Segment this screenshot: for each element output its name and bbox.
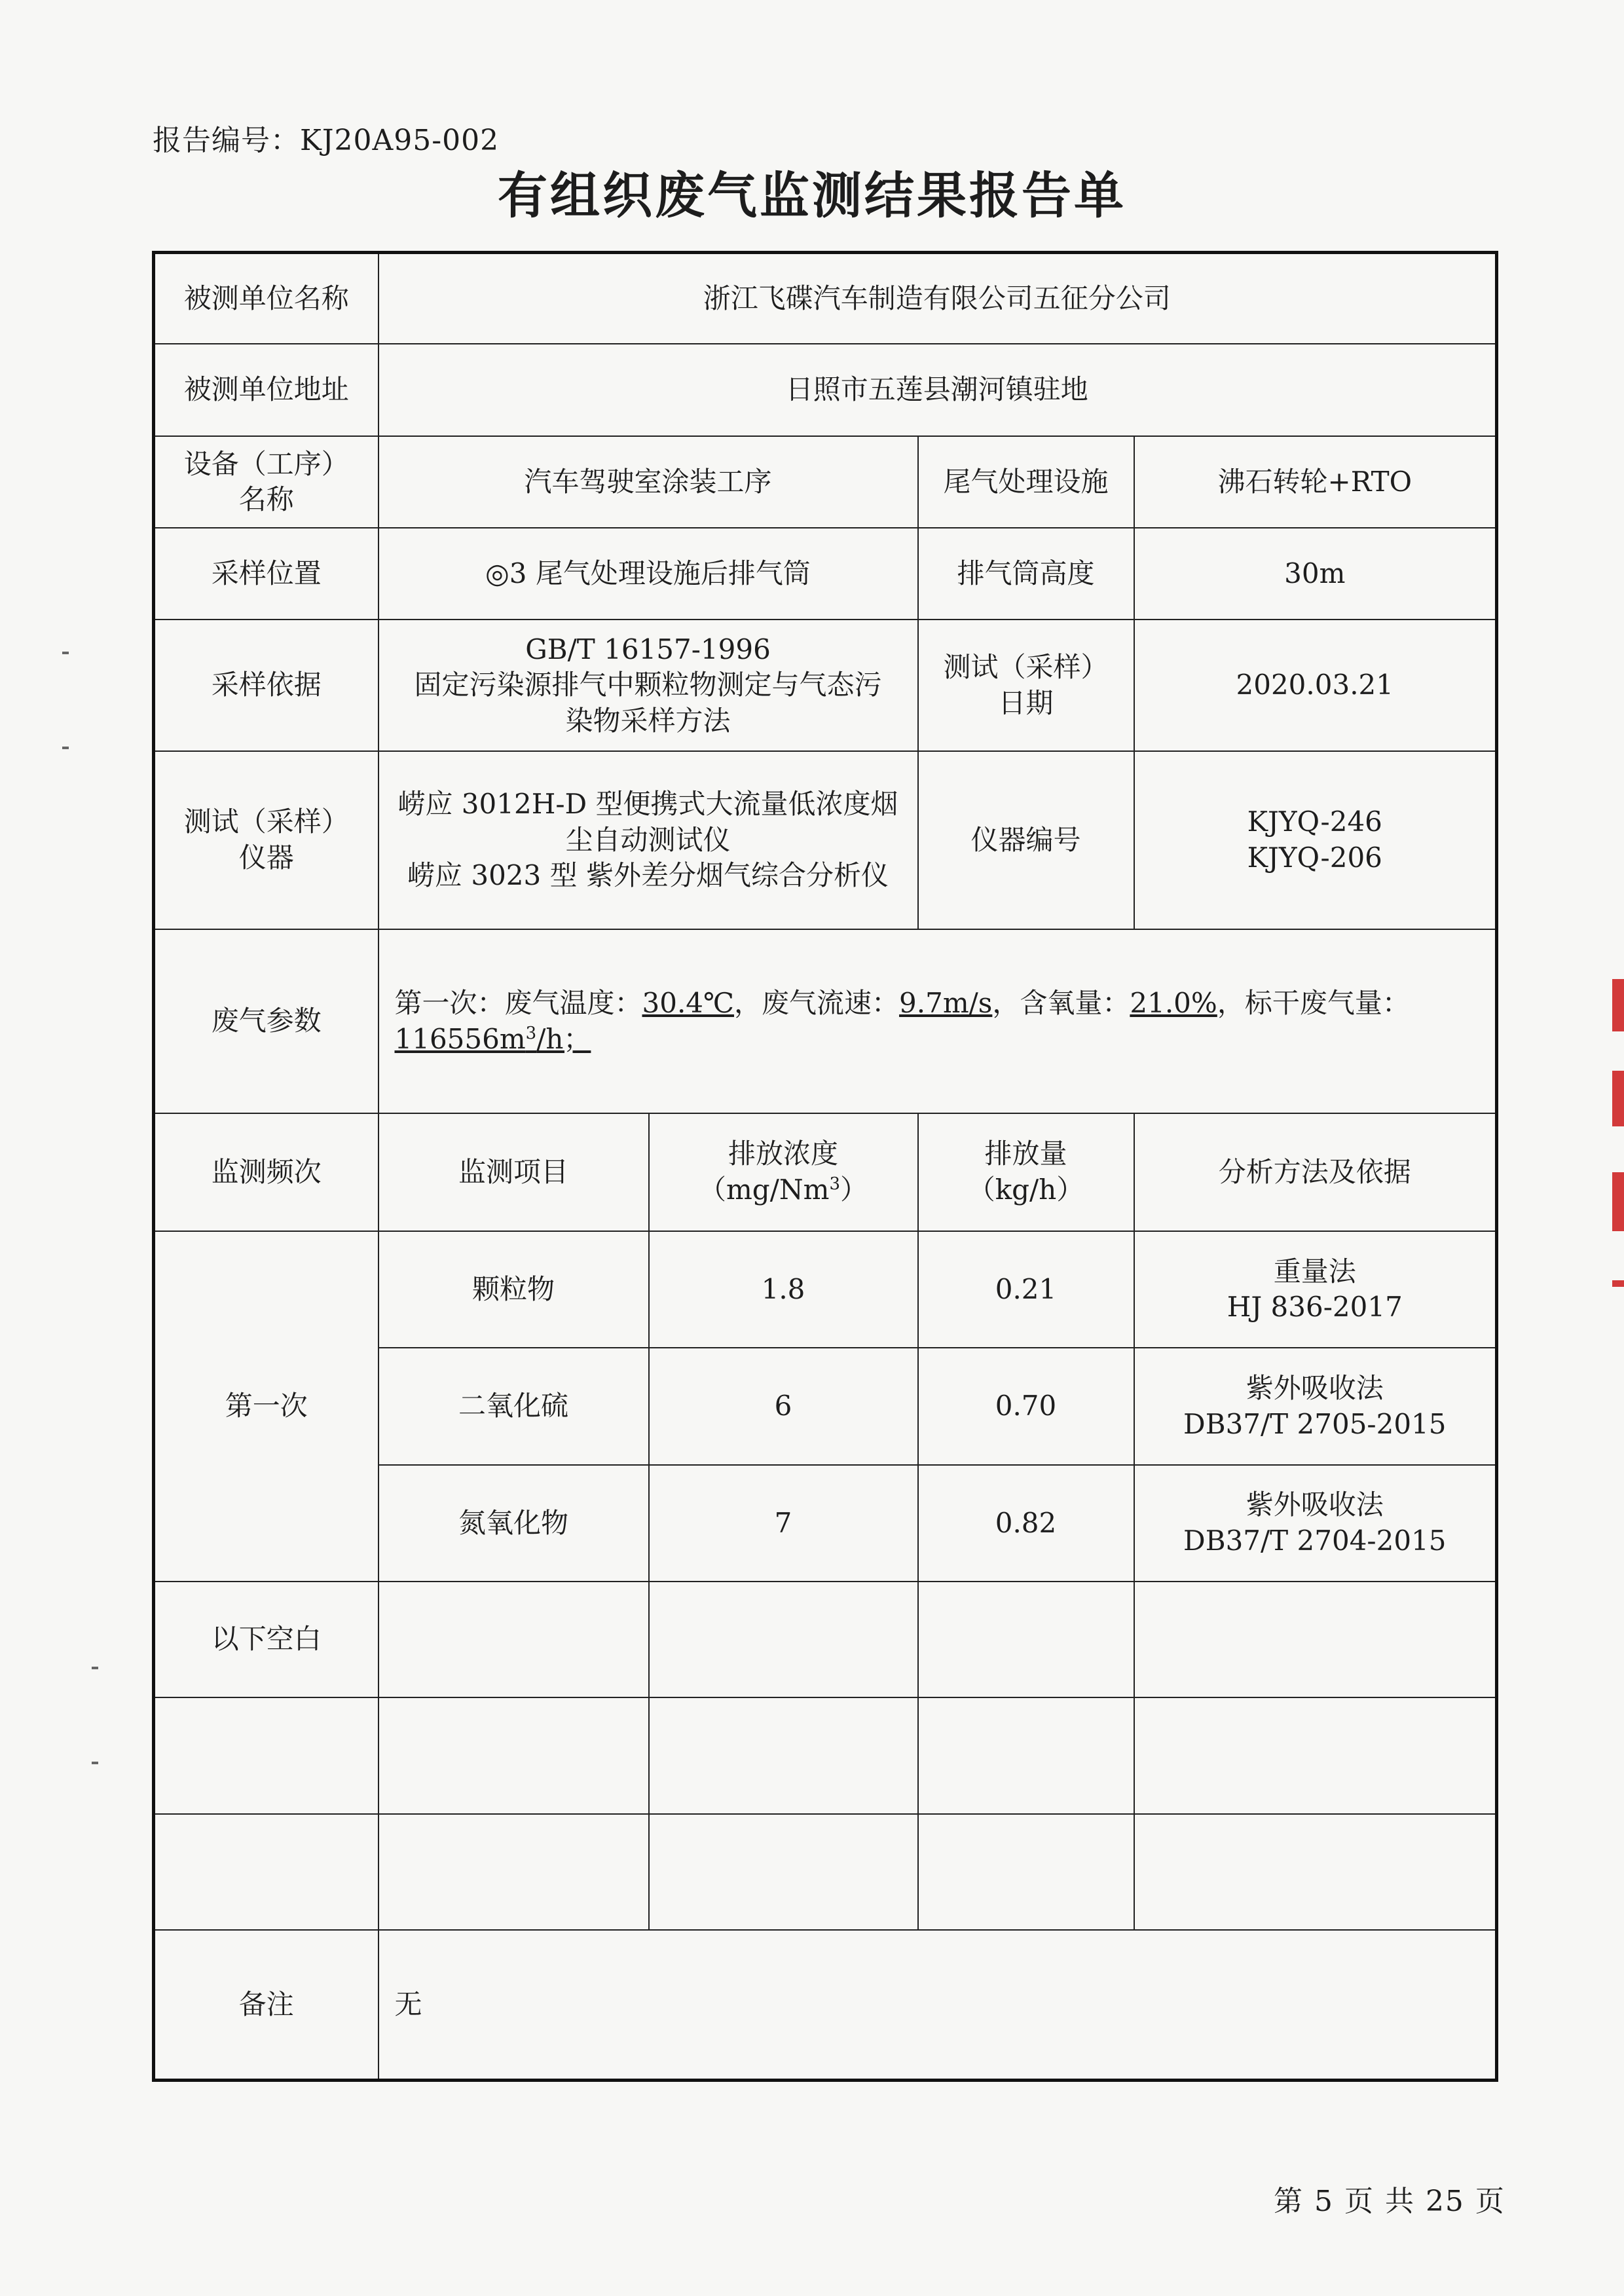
params-flow-sup: 3 (525, 1023, 537, 1043)
remarks-label: 备注 (154, 1930, 378, 2081)
params-row (154, 929, 1497, 1113)
result-item: 颗粒物 (378, 1231, 649, 1348)
col-emission (918, 1113, 1134, 1231)
blank-cell (378, 1697, 649, 1813)
blank-label: 以下空白 (154, 1582, 378, 1697)
result-method (1134, 1465, 1497, 1582)
sampling-position-label: 采样位置 (154, 528, 378, 620)
result-concentration: 7 (649, 1465, 918, 1582)
instrument-label (154, 751, 378, 929)
test-date-label-line-1: 测试（采样） (943, 651, 1109, 684)
seal-edge-mark (1612, 1172, 1624, 1231)
result-method-name: 紫外吸收法 (1246, 1372, 1384, 1404)
result-emission: 0.21 (918, 1231, 1134, 1348)
result-emission: 0.70 (918, 1348, 1134, 1464)
blank-cell (378, 1814, 649, 1930)
instrument-no-1: KJYQ-246 (1247, 805, 1382, 838)
col-method: 分析方法及依据 (1134, 1113, 1497, 1231)
params-sep-1: ，废气流速： (734, 986, 900, 1019)
blank-row (154, 1697, 1497, 1813)
params-label: 废气参数 (154, 929, 378, 1113)
sampling-basis-row (154, 620, 1497, 750)
col-emission-line-1: 排放量 (984, 1138, 1067, 1170)
col-item: 监测项目 (378, 1113, 649, 1231)
treatment-value: 沸石转轮+RTO (1134, 436, 1497, 528)
result-method (1134, 1231, 1497, 1348)
equipment-row (154, 436, 1497, 528)
params-velocity: 9.7m/s (899, 986, 993, 1019)
result-method-standard: HJ 836-2017 (1227, 1291, 1403, 1324)
instrument-row (154, 751, 1497, 929)
unit-address-label: 被测单位地址 (154, 344, 378, 436)
instrument-no-2: KJYQ-206 (1247, 842, 1382, 874)
unit-name-value: 浙江飞碟汽车制造有限公司五征分公司 (378, 253, 1497, 344)
sampling-basis-line-1: GB/T 16157-1996 (525, 633, 771, 665)
sampling-basis-label: 采样依据 (154, 620, 378, 750)
sampling-position-value: ◎3 尾气处理设施后排气筒 (378, 528, 918, 620)
test-date-label-line-2: 日期 (998, 686, 1054, 719)
scan-speck (62, 652, 69, 654)
blank-cell (918, 1814, 1134, 1930)
blank-cell (918, 1697, 1134, 1813)
results-header-row (154, 1113, 1497, 1231)
stack-height-label: 排气筒高度 (918, 528, 1134, 620)
blank-cell (154, 1814, 378, 1930)
blank-row (154, 1814, 1497, 1930)
seal-edge-mark (1612, 1071, 1624, 1126)
scan-speck (92, 1762, 98, 1764)
blank-cell (154, 1697, 378, 1813)
params-temperature: 30.4℃ (642, 986, 735, 1019)
report-table (152, 251, 1498, 2082)
result-emission: 0.82 (918, 1465, 1134, 1582)
result-concentration: 6 (649, 1348, 918, 1464)
remarks-value: 无 (378, 1930, 1497, 2081)
round-label: 第一次 (154, 1231, 378, 1582)
blank-cell (649, 1697, 918, 1813)
sampling-basis-line-2: 固定污染源排气中颗粒物测定与气态污 (414, 669, 882, 701)
instrument-line-1: 崂应 3012H-D 型便携式大流量低浓度烟 (397, 788, 898, 821)
test-date-value: 2020.03.21 (1134, 620, 1497, 750)
stack-height-value: 30m (1134, 528, 1497, 620)
col-frequency: 监测频次 (154, 1113, 378, 1231)
params-flow (395, 1023, 591, 1055)
instrument-label-line-2: 仪器 (238, 842, 294, 874)
instrument-value (378, 751, 918, 929)
params-value (378, 929, 1497, 1113)
instrument-line-3: 崂应 3023 型 紫外差分烟气综合分析仪 (407, 859, 889, 892)
col-concentration-suffix: ） (840, 1173, 868, 1206)
seal-edge-mark (1612, 979, 1624, 1031)
unit-address-value: 日照市五莲县潮河镇驻地 (378, 344, 1497, 436)
blank-row (154, 1582, 1497, 1697)
result-method-name: 重量法 (1273, 1255, 1356, 1287)
unit-name-label: 被测单位名称 (154, 253, 378, 344)
result-method-standard: DB37/T 2704-2015 (1183, 1524, 1447, 1557)
col-emission-line-2: （kg/h） (967, 1173, 1084, 1206)
blank-cell (918, 1582, 1134, 1697)
equipment-value: 汽车驾驶室涂装工序 (378, 436, 918, 528)
test-date-label (918, 620, 1134, 750)
page-number: 第 5 页 共 25 页 (1274, 2185, 1505, 2218)
blank-cell (1134, 1814, 1497, 1930)
equipment-label-line-1: 设备（工序） (183, 447, 349, 480)
instrument-label-line-1: 测试（采样） (183, 805, 349, 838)
unit-name-row (154, 253, 1497, 344)
unit-address-row (154, 344, 1497, 436)
instrument-no-label: 仪器编号 (918, 751, 1134, 929)
col-concentration-sup: 3 (829, 1174, 840, 1194)
blank-cell (649, 1582, 918, 1697)
scan-speck (62, 747, 69, 749)
params-flow-value: 116556m (394, 1022, 526, 1055)
seal-edge-mark (1612, 1280, 1624, 1287)
result-method (1134, 1348, 1497, 1464)
sampling-basis-value (378, 620, 918, 750)
params-sep-2: ，含氧量： (992, 986, 1130, 1019)
params-oxygen: 21.0% (1130, 986, 1217, 1019)
result-concentration: 1.8 (649, 1231, 918, 1348)
instrument-no-value (1134, 751, 1497, 929)
result-item: 氮氧化物 (378, 1465, 649, 1582)
result-method-name: 紫外吸收法 (1246, 1489, 1384, 1521)
scan-speck (92, 1667, 98, 1669)
params-prefix: 第一次：废气温度： (394, 986, 642, 1019)
equipment-label-line-2: 名称 (238, 483, 294, 516)
blank-cell (1134, 1582, 1497, 1697)
equipment-label (154, 436, 378, 528)
report-number: 报告编号：KJ20A95-002 (153, 124, 500, 157)
params-sep-3: ，标干废气量： (1217, 986, 1410, 1019)
result-item: 二氧化硫 (378, 1348, 649, 1464)
col-concentration (649, 1113, 918, 1231)
sampling-basis-line-3: 染物采样方法 (565, 704, 731, 737)
blank-cell (378, 1582, 649, 1697)
instrument-line-2: 尘自动测试仪 (565, 823, 731, 856)
blank-cell (1134, 1697, 1497, 1813)
treatment-label: 尾气处理设施 (918, 436, 1134, 528)
sampling-position-row (154, 528, 1497, 620)
blank-cell (649, 1814, 918, 1930)
col-concentration-prefix: 排放浓度（mg/Nm (698, 1138, 838, 1206)
params-flow-unit: /h； (536, 1022, 591, 1055)
table-row (154, 1231, 1497, 1348)
remarks-row (154, 1930, 1497, 2081)
document-title: 有组织废气监测结果报告单 (498, 166, 1126, 225)
result-method-standard: DB37/T 2705-2015 (1183, 1407, 1447, 1440)
